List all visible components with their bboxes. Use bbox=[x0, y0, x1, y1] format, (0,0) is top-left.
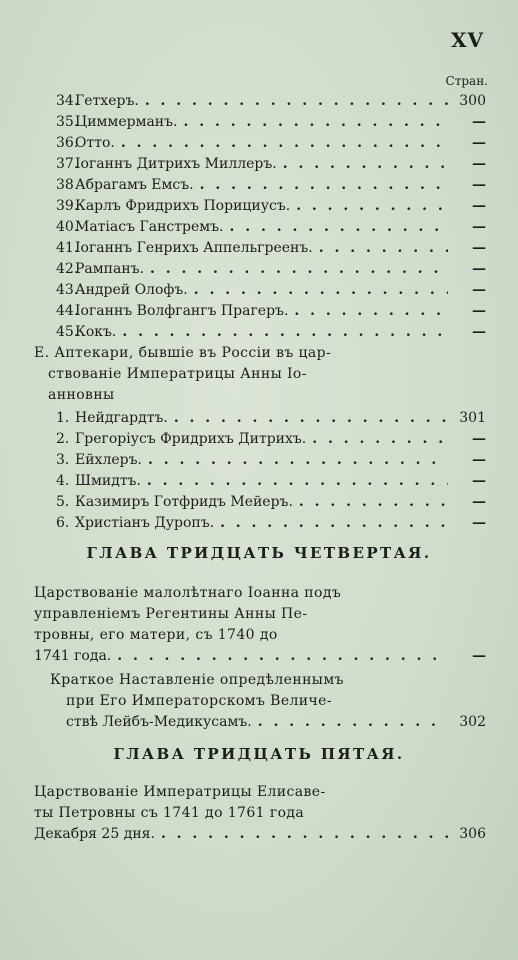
entry-number: 40. bbox=[56, 219, 79, 235]
leader-dots bbox=[188, 280, 448, 300]
toc-entry bbox=[56, 175, 486, 195]
leader-dots bbox=[194, 175, 448, 195]
entry-page: — bbox=[472, 494, 486, 510]
toc-entry bbox=[56, 322, 486, 342]
entry-page: — bbox=[472, 452, 486, 468]
chapter-34-line: Царствованіе малолѣтнаго Іоанна подъ bbox=[34, 585, 342, 601]
entry-page: 301 bbox=[459, 410, 486, 426]
entry-number: 6. bbox=[56, 515, 70, 531]
leader-dots bbox=[290, 196, 448, 216]
entry-number: 44. bbox=[56, 303, 79, 319]
toc-entry bbox=[56, 91, 486, 111]
toc-entry bbox=[56, 280, 486, 300]
entry-label: Циммерманъ. bbox=[75, 114, 178, 130]
entry-label: Іоганнъ Генрихъ Аппельгреенъ. bbox=[75, 240, 313, 256]
toc-entry bbox=[56, 154, 486, 174]
entry-label: Кокъ. bbox=[75, 324, 117, 340]
chapter-35-line: ты Петровны съ 1741 до 1761 года bbox=[34, 805, 305, 821]
entry-page: — bbox=[472, 219, 486, 235]
entry-label: Декабря 25 дня. bbox=[34, 826, 155, 842]
entry-number: 42. bbox=[56, 261, 79, 277]
leader-dots bbox=[144, 259, 448, 279]
leader-dots bbox=[111, 646, 448, 666]
entry-label: Абрагамъ Емсъ. bbox=[75, 177, 194, 193]
entry-number: 1. bbox=[56, 410, 70, 426]
toc-entry bbox=[56, 133, 486, 153]
toc-entry bbox=[56, 492, 486, 512]
entry-number: 38 bbox=[56, 177, 74, 193]
page-column-label: Стран. bbox=[445, 74, 488, 88]
entry-page: — bbox=[472, 156, 486, 172]
entry-number: 4. bbox=[56, 473, 70, 489]
toc-entry bbox=[56, 196, 486, 216]
entry-page: — bbox=[472, 114, 486, 130]
entry-label: Рампанъ. bbox=[75, 261, 145, 277]
chapter-34-sub-last-line bbox=[66, 712, 486, 732]
entry-label: 1741 года. bbox=[34, 648, 112, 664]
entry-page: — bbox=[472, 473, 486, 489]
entry-label: Казимиръ Готфридъ Мейеръ. bbox=[75, 494, 293, 510]
chapter-35-last-line bbox=[34, 824, 486, 844]
entry-label: Карлъ Фридрихъ Порициусъ. bbox=[75, 198, 291, 214]
chapter-34-heading: ГЛАВА ТРИДЦАТЬ ЧЕТВЕРТАЯ. bbox=[86, 544, 432, 562]
page-number: XV bbox=[450, 28, 484, 52]
entry-page: — bbox=[472, 261, 486, 277]
toc-entry bbox=[56, 112, 486, 132]
toc-entry bbox=[56, 471, 486, 491]
entry-label: Грегоріусъ Фридрихъ Дитрихъ. bbox=[75, 431, 307, 447]
leader-dots bbox=[277, 154, 448, 174]
chapter-34-sub-line: Краткое Наставленіе опредѣленнымъ bbox=[50, 672, 344, 688]
leader-dots bbox=[168, 408, 448, 428]
toc-entry bbox=[56, 217, 486, 237]
entry-page: — bbox=[472, 240, 486, 256]
chapter-34-line: управленіемъ Регентины Анны Пе- bbox=[34, 606, 308, 622]
entry-label: Андрей Олофъ. bbox=[75, 282, 188, 298]
entry-page: — bbox=[472, 135, 486, 151]
section-e-line: Е. Аптекари, бывшіе въ Россіи въ цар- bbox=[34, 345, 332, 361]
entry-page: — bbox=[472, 324, 486, 340]
section-e-line: ствованіе Императрицы Анны Іо- bbox=[48, 366, 307, 382]
entry-number: 2. bbox=[56, 431, 70, 447]
entry-label: Іоганнъ Дитрихъ Миллеръ. bbox=[75, 156, 277, 172]
leader-dots bbox=[288, 301, 448, 321]
leader-dots bbox=[139, 91, 448, 111]
entry-number: 45. bbox=[56, 324, 79, 340]
leader-dots bbox=[116, 322, 448, 342]
leader-dots bbox=[252, 712, 448, 732]
entry-label: ствѣ Лейбъ-Медикусамъ. bbox=[66, 714, 252, 730]
toc-entry bbox=[56, 450, 486, 470]
chapter-34-sub-line: при Его Императорскомъ Величе- bbox=[66, 693, 333, 709]
chapter-35-heading: ГЛАВА ТРИДЦАТЬ ПЯТАЯ. bbox=[113, 745, 405, 763]
entry-label: Христіанъ Дуропъ. bbox=[75, 515, 215, 531]
toc-entry bbox=[56, 513, 486, 533]
entry-page: 306 bbox=[459, 826, 486, 842]
toc-entry bbox=[56, 429, 486, 449]
entry-number: 37. bbox=[56, 156, 79, 172]
entry-page: — bbox=[472, 648, 486, 664]
toc-entry bbox=[56, 301, 486, 321]
toc-entry bbox=[56, 408, 486, 428]
leader-dots bbox=[313, 238, 448, 258]
leader-dots bbox=[141, 471, 448, 491]
entry-label: Матіасъ Ганстремъ. bbox=[75, 219, 224, 235]
entry-label: Гетхеръ. bbox=[75, 93, 139, 109]
entry-label: Нейдгардтъ. bbox=[75, 410, 168, 426]
leader-dots bbox=[142, 450, 448, 470]
section-e-line: анновны bbox=[48, 387, 115, 403]
entry-page: — bbox=[472, 515, 486, 531]
toc-entry bbox=[56, 238, 486, 258]
chapter-34-line: тровны, его матери, съ 1740 до bbox=[34, 627, 278, 643]
leader-dots bbox=[223, 217, 448, 237]
entry-number: 41. bbox=[56, 240, 79, 256]
entry-number: 43. bbox=[56, 282, 79, 298]
entry-label: Ейхлеръ. bbox=[75, 452, 142, 468]
entry-page: — bbox=[472, 303, 486, 319]
chapter-35-line: Царствованіе Императрицы Елисаве- bbox=[34, 784, 326, 800]
entry-page: 300 bbox=[459, 93, 486, 109]
entry-page: 302 bbox=[459, 714, 486, 730]
chapter-34-last-line bbox=[34, 646, 486, 666]
entry-label: Отто. bbox=[75, 135, 115, 151]
entry-number: 36. bbox=[56, 135, 79, 151]
leader-dots bbox=[155, 824, 448, 844]
entry-number: 39. bbox=[56, 198, 79, 214]
entry-label: Іоганнъ Волфгангъ Прагеръ. bbox=[75, 303, 289, 319]
leader-dots bbox=[306, 429, 448, 449]
entry-page: — bbox=[472, 431, 486, 447]
leader-dots bbox=[178, 112, 449, 132]
entry-page: — bbox=[472, 177, 486, 193]
leader-dots bbox=[115, 133, 448, 153]
leader-dots bbox=[214, 513, 448, 533]
entry-page: — bbox=[472, 282, 486, 298]
entry-number: 35. bbox=[56, 114, 79, 130]
leader-dots bbox=[293, 492, 448, 512]
entry-number: 5. bbox=[56, 494, 70, 510]
toc-entry bbox=[56, 259, 486, 279]
entry-page: — bbox=[472, 198, 486, 214]
entry-number: 3. bbox=[56, 452, 70, 468]
entry-number: 34. bbox=[56, 93, 79, 109]
entry-label: Шмидтъ. bbox=[75, 473, 141, 489]
